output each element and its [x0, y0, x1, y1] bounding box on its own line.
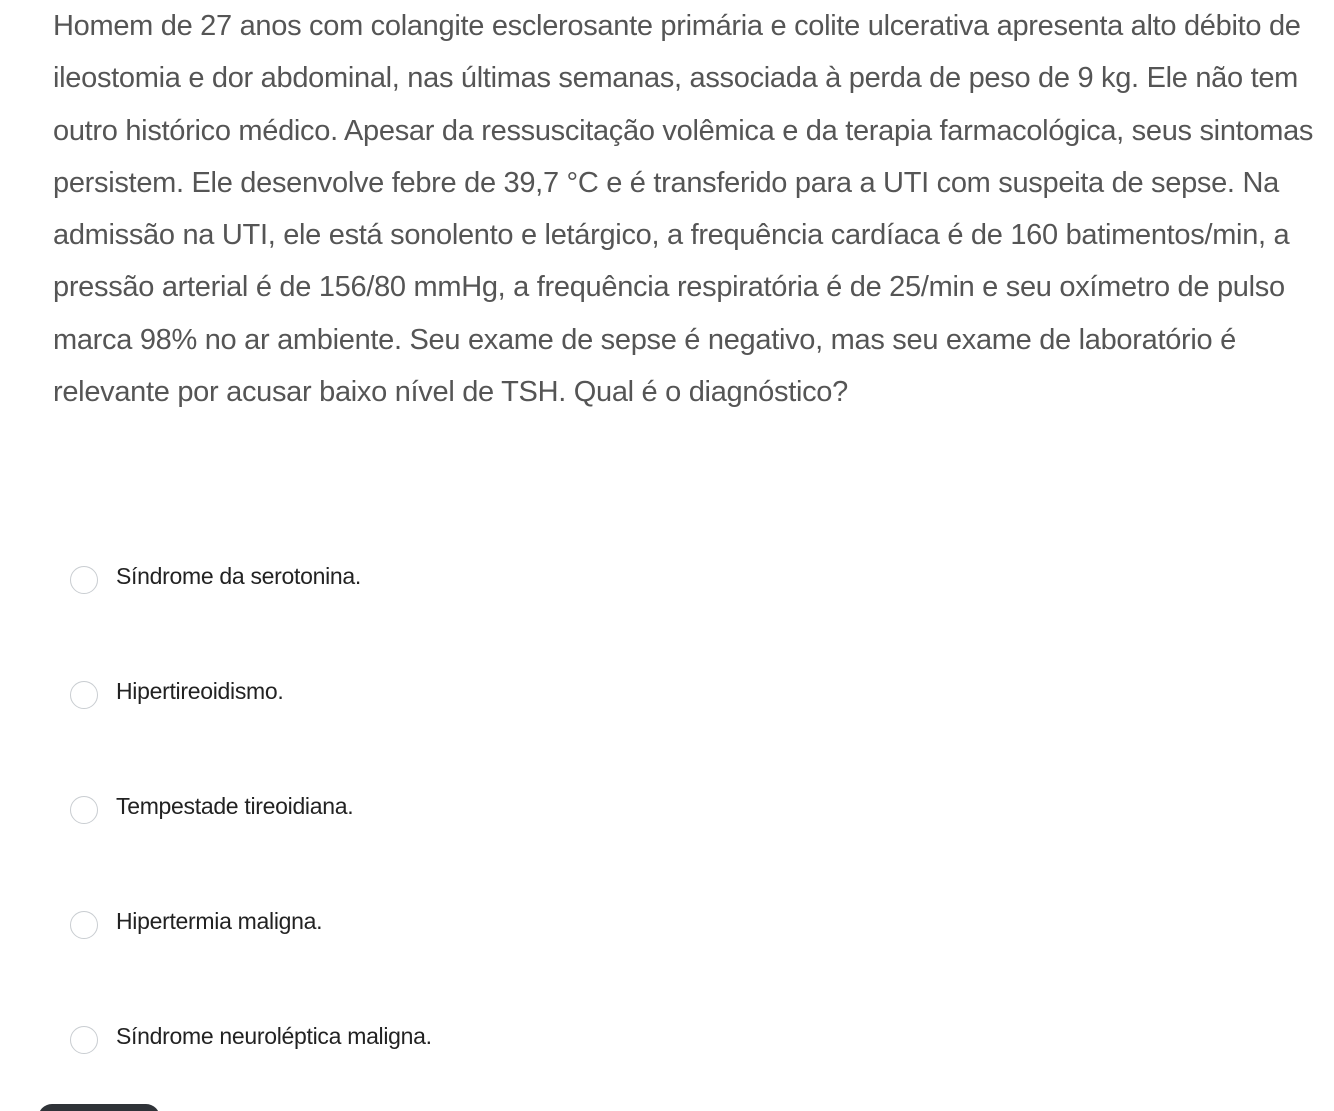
answer-option[interactable]: [70, 663, 1270, 719]
answer-option[interactable]: [70, 548, 1270, 604]
answer-option-label: Tempestade tireoidiana.: [116, 792, 354, 819]
submit-button[interactable]: [38, 1104, 160, 1111]
answer-options: [70, 548, 1270, 1111]
radio-button[interactable]: [70, 796, 98, 824]
answer-option-label: Síndrome da serotonina.: [116, 562, 361, 589]
radio-button[interactable]: [70, 681, 98, 709]
answer-option[interactable]: [70, 778, 1270, 834]
answer-option[interactable]: [70, 893, 1270, 949]
question-text: Homem de 27 anos com colangite esclerosante primária e colite ulcerativa apresenta alto débito de ileostomia e dor abdominal, nas últimas semanas, associada à perda de peso de 9 kg. Ele não tem outro histórico médico. Apesar da ressuscitação volêmica e da terapia farmacológica, seus sintomas persistem. Ele desenvolve febre de 39,7 °C e é transferido para a UTI com suspeita de sepse. Na admissão na UTI, ele está sonolento e letárgico, a frequência cardíaca é de 160 batimentos/min, a pressão arterial é de 156/80 mmHg, a frequência respiratória é de 25/min e seu oxímetro de pulso marca 98% no ar ambiente. Seu exame de sepse é negativo, mas seu exame de laboratório é relevante por acusar baixo nível de TSH. Qual é o diagnóstico?: [53, 10, 1314, 409]
answer-option[interactable]: [70, 1008, 1270, 1064]
answer-option-label: Hipertireoidismo.: [116, 677, 284, 704]
radio-button[interactable]: [70, 1026, 98, 1054]
radio-button[interactable]: [70, 566, 98, 594]
answer-option-label: Síndrome neuroléptica maligna.: [116, 1022, 432, 1049]
radio-button[interactable]: [70, 911, 98, 939]
answer-option-label: Hipertermia maligna.: [116, 907, 323, 934]
